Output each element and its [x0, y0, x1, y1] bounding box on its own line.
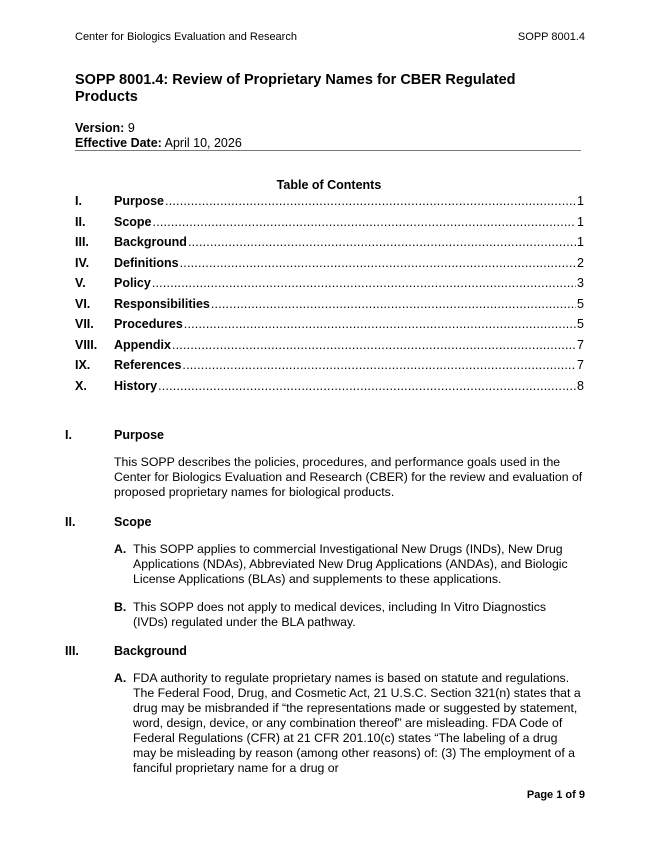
header-doc-id: SOPP 8001.4 [517, 31, 585, 43]
section-heading-purpose: Purpose [114, 428, 165, 442]
header-agency: Center for Biologics Evaluation and Research [75, 31, 297, 43]
toc-entry[interactable] [75, 235, 584, 256]
toc-entry-number: I. [75, 194, 82, 208]
toc-entry-page: 8 [577, 378, 584, 393]
toc-entry-number: V. [75, 276, 86, 290]
effective-date-line [75, 136, 242, 150]
footer-page-word: Page [526, 789, 554, 801]
toc-entry-number: X. [75, 378, 87, 393]
item-letter: A. [114, 671, 127, 685]
toc-entry-label[interactable]: Appendix [114, 337, 171, 352]
toc-dot-leader [211, 297, 576, 311]
toc-entry[interactable] [75, 256, 584, 277]
scope-item-b [114, 600, 584, 630]
toc-entry-number: IV. [75, 255, 90, 270]
item-text: FDA authority to regulate proprietary names is based on statute and regulations. The Federal Food, Drug, and Cosmetic Act, 21 U.S.C. Section 321(n) states that a drug may be misbranded if “the representations made or suggested by statement, word, design, device, or any combination thereof” are misleading. FDA Code of Federal Regulations (CFR) at 21 CFR 201.10(c) states “The labeling of a drug may be misleading by reason (among other reasons) of: (3) The employment of a fanciful proprietary name for a drug or [133, 671, 581, 775]
toc-entry-number: IX. [75, 358, 91, 372]
toc-dot-leader [172, 338, 576, 352]
toc-entry[interactable] [75, 338, 584, 359]
section-number-background: III. [65, 644, 79, 658]
toc-entry-page: 7 [577, 358, 584, 372]
toc-entry-number: II. [75, 214, 86, 229]
toc-entry-number: VII. [75, 317, 94, 331]
toc-entry-page: 1 [577, 194, 584, 208]
toc-entry-page: 1 [577, 235, 584, 249]
toc-entry-label[interactable]: Definitions [114, 255, 179, 270]
toc-dot-leader [182, 358, 576, 372]
footer-total-pages: 9 [578, 789, 585, 801]
toc-entry-number: VI. [75, 296, 91, 311]
item-text: This SOPP applies to commercial Investigational New Drugs (INDs), New Drug Applications (NDAs), Abbreviated New Drug Applications (ANDAs), and Biologic License Applications (BLAs) and supplements to these applications. [133, 542, 568, 586]
toc-entry[interactable] [75, 379, 584, 400]
section-heading-scope: Scope [114, 515, 152, 529]
background-item-a [114, 671, 584, 776]
section-number-scope: II. [65, 515, 76, 529]
footer-current-page: 1 [556, 789, 563, 801]
toc-entry[interactable] [75, 317, 584, 338]
toc-entry-label[interactable]: Purpose [114, 194, 165, 208]
toc-entry-page: 5 [577, 296, 584, 311]
toc-dot-leader [153, 215, 577, 229]
version-line [75, 121, 135, 135]
scope-item-a [114, 542, 584, 587]
footer-of-word: of [565, 789, 576, 801]
toc-entry-label[interactable]: References [114, 358, 182, 372]
toc-entry-label[interactable]: Background [114, 235, 187, 249]
toc-dot-leader [158, 379, 576, 393]
toc-entry[interactable] [75, 358, 584, 379]
toc-entry-page: 2 [577, 255, 584, 270]
toc-dot-leader [184, 317, 576, 331]
section-heading-background: Background [114, 644, 187, 658]
table-of-contents [75, 194, 584, 399]
purpose-paragraph: This SOPP describes the policies, procedures, and performance goals used in the Center for Biologics Evaluation and Research (CBER) for the review and evaluation of proposed proprietary names for biological products. [114, 455, 583, 499]
toc-entry-page: 3 [577, 276, 584, 290]
toc-dot-leader [188, 235, 576, 249]
toc-entry-page: 5 [577, 317, 584, 331]
version-value: 9 [127, 121, 135, 135]
item-text: This SOPP does not apply to medical devices, including In Vitro Diagnostics (IVDs) regulated under the BLA pathway. [133, 600, 547, 629]
toc-entry[interactable] [75, 194, 584, 215]
toc-entry-page: 1 [577, 214, 584, 229]
toc-title: Table of Contents [276, 178, 382, 192]
toc-entry-label[interactable]: Procedures [114, 317, 183, 331]
toc-entry[interactable] [75, 276, 584, 297]
version-label: Version: [75, 121, 125, 135]
toc-entry[interactable] [75, 297, 584, 318]
page-footer [527, 789, 585, 801]
item-letter: A. [114, 542, 127, 556]
toc-entry-label[interactable]: Policy [114, 276, 151, 290]
toc-entry-page: 7 [577, 337, 584, 352]
section-number-purpose: I. [65, 428, 72, 442]
toc-dot-leader [180, 256, 576, 270]
toc-entry-label[interactable]: Responsibilities [114, 296, 210, 311]
toc-dot-leader [165, 194, 576, 208]
title-divider [75, 150, 581, 151]
item-letter: B. [114, 600, 127, 614]
effective-date-label: Effective Date: [75, 136, 162, 150]
toc-entry[interactable] [75, 215, 584, 236]
toc-entry-label[interactable]: Scope [114, 214, 152, 229]
toc-dot-leader [152, 276, 576, 290]
toc-entry-number: III. [75, 235, 89, 249]
document-title: SOPP 8001.4: Review of Proprietary Names for CBER Regulated Products [75, 72, 516, 105]
toc-entry-label[interactable]: History [114, 378, 158, 393]
effective-date-value: April 10, 2026 [164, 136, 242, 150]
toc-entry-number: VIII. [75, 337, 98, 352]
